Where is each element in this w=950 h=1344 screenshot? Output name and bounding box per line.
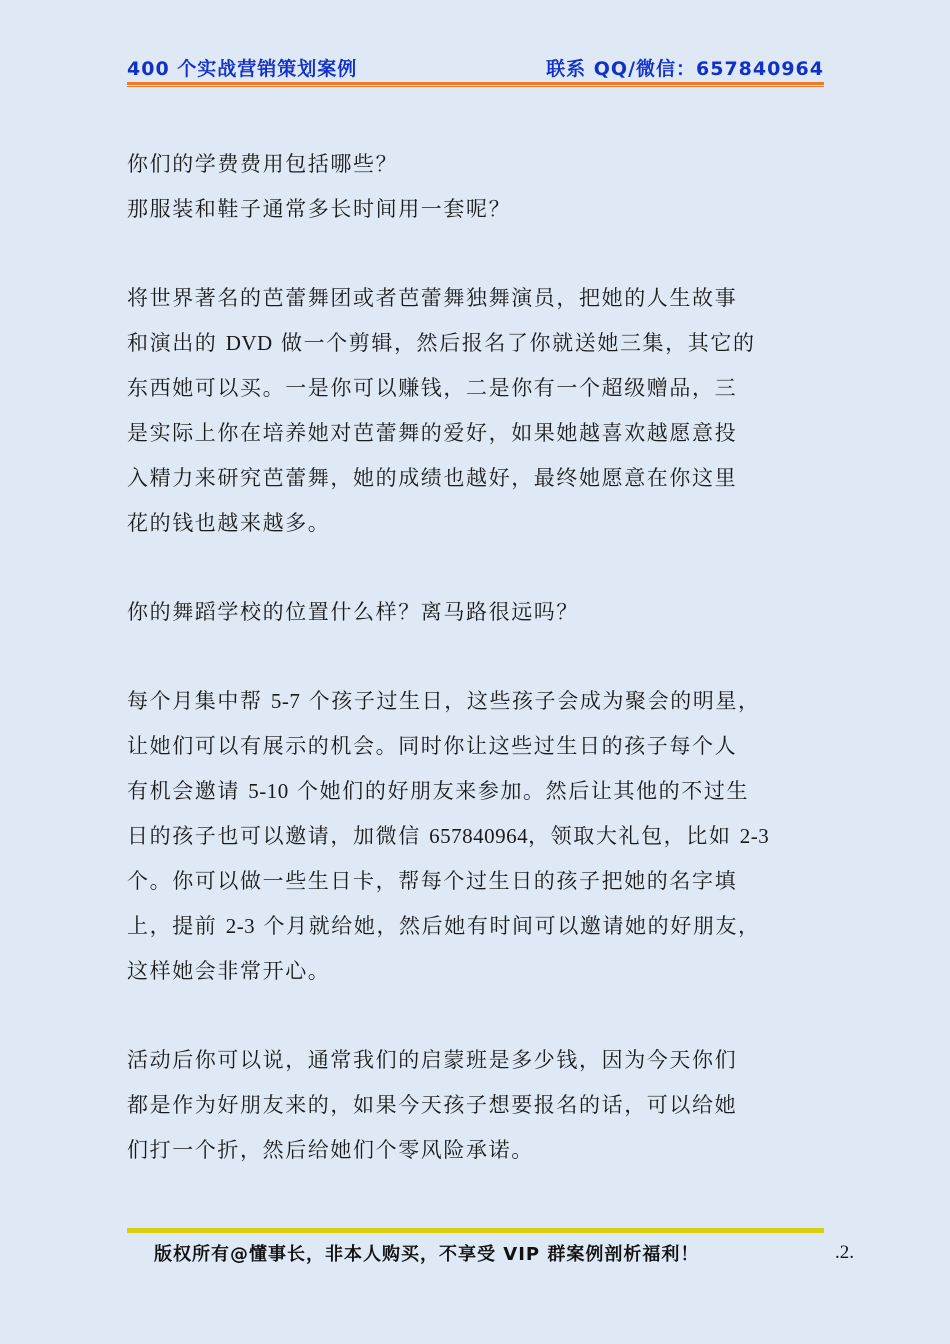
text-line: 有机会邀请 5-10 个她们的好朋友来参加。然后让其他的不过生 xyxy=(127,779,750,803)
text-line: 每个月集中帮 5-7 个孩子过生日，这些孩子会成为聚会的明星， xyxy=(127,689,761,713)
header-divider-thin xyxy=(127,86,824,87)
text-line: 那服装和鞋子通常多长时间用一套呢？ xyxy=(127,197,512,221)
page-header xyxy=(127,54,824,80)
text-line: 你的舞蹈学校的位置什么样？离马路很远吗？ xyxy=(127,600,579,624)
text-line: 和演出的 DVD 做一个剪辑，然后报名了你就送她三集，其它的 xyxy=(127,331,756,355)
footer-divider xyxy=(127,1228,824,1233)
text-line: 入精力来研究芭蕾舞，她的成绩也越好，最终她愿意在你这里 xyxy=(127,466,738,490)
paragraph-questions-fees xyxy=(127,142,827,232)
body-text xyxy=(127,142,827,1217)
text-line: 东西她可以买。一是你可以赚钱，二是你有一个超级赠品，三 xyxy=(127,376,738,400)
text-line: 都是作为好朋友来的，如果今天孩子想要报名的话，可以给她 xyxy=(127,1093,738,1117)
paragraph-after-event xyxy=(127,1038,827,1173)
text-line: 个。你可以做一些生日卡，帮每个过生日的孩子把她的名字填 xyxy=(127,869,738,893)
text-line: 活动后你可以说，通常我们的启蒙班是多少钱，因为今天你们 xyxy=(127,1048,738,1072)
paragraph-birthday-party xyxy=(127,679,827,994)
paragraph-question-location xyxy=(127,590,827,635)
text-line: 花的钱也越来越多。 xyxy=(127,511,331,535)
header-contact: 联系 QQ/微信：657840964 xyxy=(546,58,824,80)
text-line: 是实际上你在培养她对芭蕾舞的爱好，如果她越喜欢越愿意投 xyxy=(127,421,738,445)
text-line: 上，提前 2-3 个月就给她，然后她有时间可以邀请她的好朋友， xyxy=(127,914,761,938)
header-title: 400 个实战营销策划案例 xyxy=(127,58,358,80)
paragraph-dvd-gift xyxy=(127,276,827,546)
text-line: 日的孩子也可以邀请，加微信 657840964，领取大礼包，比如 2-3 xyxy=(127,824,770,848)
text-line: 你们的学费费用包括哪些？ xyxy=(127,152,399,176)
text-line: 们打一个折，然后给她们个零风险承诺。 xyxy=(127,1138,534,1162)
text-line: 让她们可以有展示的机会。同时你让这些过生日的孩子每个人 xyxy=(127,734,738,758)
page-number: .2. xyxy=(835,1242,854,1263)
text-line: 这样她会非常开心。 xyxy=(127,959,331,983)
header-divider xyxy=(127,82,824,85)
footer-copyright: 版权所有@懂事长，非本人购买，不享受 VIP 群案例剖析福利！ xyxy=(154,1244,700,1265)
text-line: 将世界著名的芭蕾舞团或者芭蕾舞独舞演员，把她的人生故事 xyxy=(127,286,738,310)
